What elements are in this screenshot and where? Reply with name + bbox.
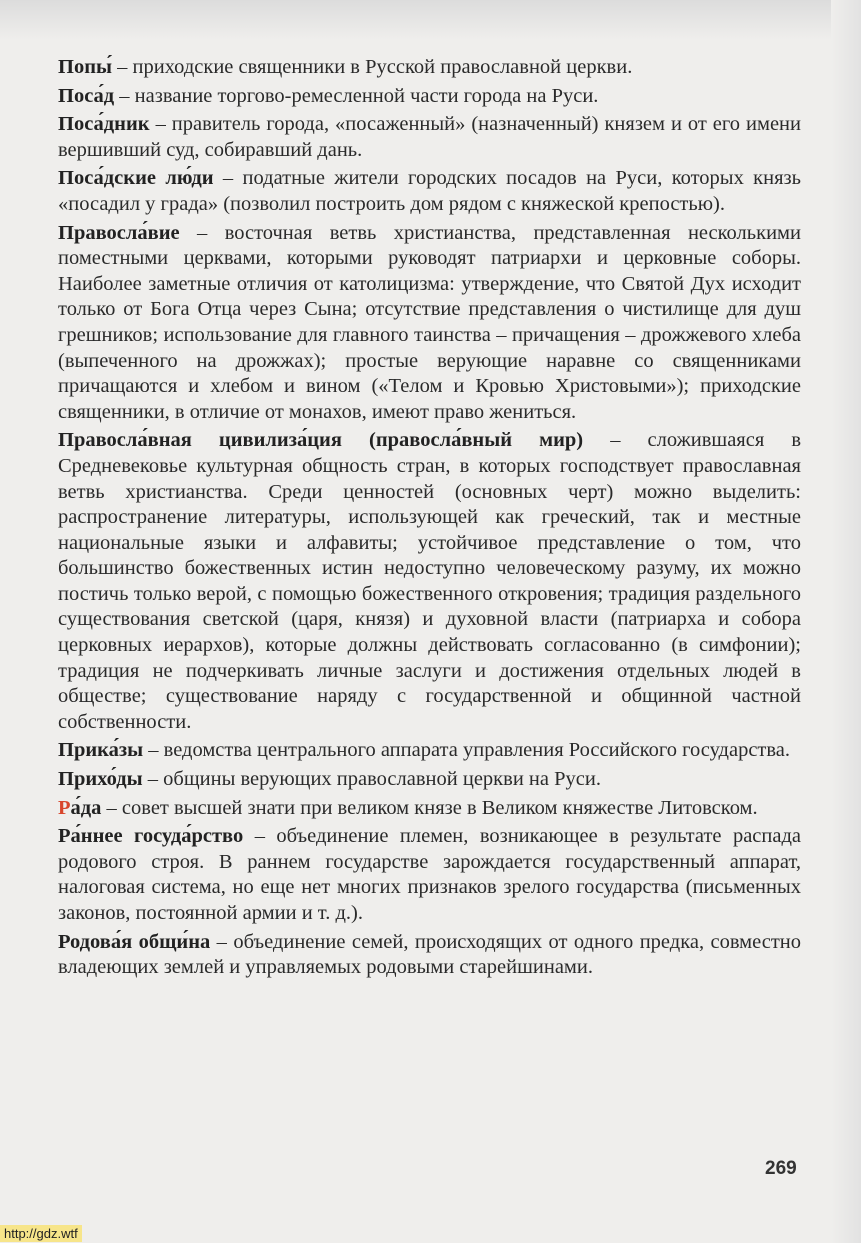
watermark-link[interactable]: http://gdz.wtf [0,1225,82,1242]
term: Родова́я общи́на [58,930,211,953]
definition: – объединение семей, происходящих от одного предка, совместно владеющих землей и управляемых родовыми старейшинами. [58,930,802,979]
term: Правосла́вие [58,221,180,244]
definition: – общины верующих православной церкви на Руси. [142,768,601,791]
glossary-entry-rannee-gosudarstvo [58,824,801,926]
definition: – совет высшей знати при великом князе в Великом княжестве Литовском. [101,796,758,819]
glossary-page [58,55,801,984]
definition: – объединение племен, возникающее в результате распада родового строя. В раннем государстве зарождается государственный аппарат, налоговая система, но еще нет многих признаков зрелого государства (письменных законов, постоянной армии и т. д.). [58,825,801,924]
glossary-entry-prikhody [58,767,801,793]
scan-shadow-top [0,0,861,40]
term: Поса́дские лю́ди [58,167,214,190]
definition: – приходские священники в Русской православной церкви. [112,56,633,78]
term: Правосла́вная цивилиза́ция (правосла́вный мир) [58,429,584,452]
glossary-entry-posad [58,84,801,110]
definition: – податные жители городских посадов на Руси, которых князь «посадил у града» (позволил построить дом рядом с княжеской крепостью). [58,167,801,215]
definition: – сложившаяся в Средневековье культурная общность стран, в которых господствует православная ветвь христианства. Среди ценностей (основных черт) можно выделить: распространение литературы, использующей как греческий, так и местные национальные языки и алфавиты; устойчивое представление о том, что большинство божественных истин недоступно человеческому разуму, их можно постичь только верой, с помощью божественного откровения; традиция раздельного существования светской (царя, князя) и духовной власти (патриарха и собора церковных иерархов), которые должны действовать согласованно (в симфонии); традиция не подчеркивать личные заслуги и достижения отдельных людей в обществе; существование наряду с государственной и общинной частной собственности. [58,429,801,733]
glossary-entry-rada [58,796,801,822]
definition: – правитель города, «посаженный» (назначенный) князем и от его имени вершивший суд, собиравший дань. [58,113,801,161]
glossary-entry-rodovaya-obshchina [58,930,801,981]
term: Поса́д [58,84,115,107]
term: Прика́зы [58,739,144,762]
term-first-letter: Р [58,796,71,819]
term: Ра́ннее госуда́рство [58,825,244,848]
term: Попы́ [58,56,113,78]
term: Поса́дник [58,113,150,136]
glossary-entry-pravoslavnaya-civilizaciya [58,428,801,735]
definition: – восточная ветвь христианства, представленная несколькими поместными церквами, которыми руководят патриархи и церковные соборы. Наиболее заметные отличия от католицизма: утверждение, что Святой Дух исходит только от Бога Отца через Сына; отсутствие представления о чистилище для душ грешников; использование для главного таинства – причащения – дрожжевого хлеба (выпеченного на дрожжах); простые верующие наравне со священниками причащаются и хлебом и вином («Телом и Кровью Христовыми»); приходские священники, в отличие от монахов, имеют право жениться. [58,221,801,423]
term: Прихо́ды [58,768,143,791]
page-number: 269 [765,1158,797,1179]
definition: – название торгово-ремесленной части города на Руси. [114,84,599,107]
term: а́да [70,796,102,819]
glossary-entry-pravoslavie [58,221,801,426]
glossary-entry-posadnik [58,112,801,163]
glossary-entry-posadskie-lyudi [58,166,801,217]
definition: – ведомства центрального аппарата управления Российского государства. [143,739,791,762]
glossary-entry-prikazy [58,738,801,764]
scan-shadow-right [831,0,861,1243]
glossary-entry-popy [58,55,801,81]
